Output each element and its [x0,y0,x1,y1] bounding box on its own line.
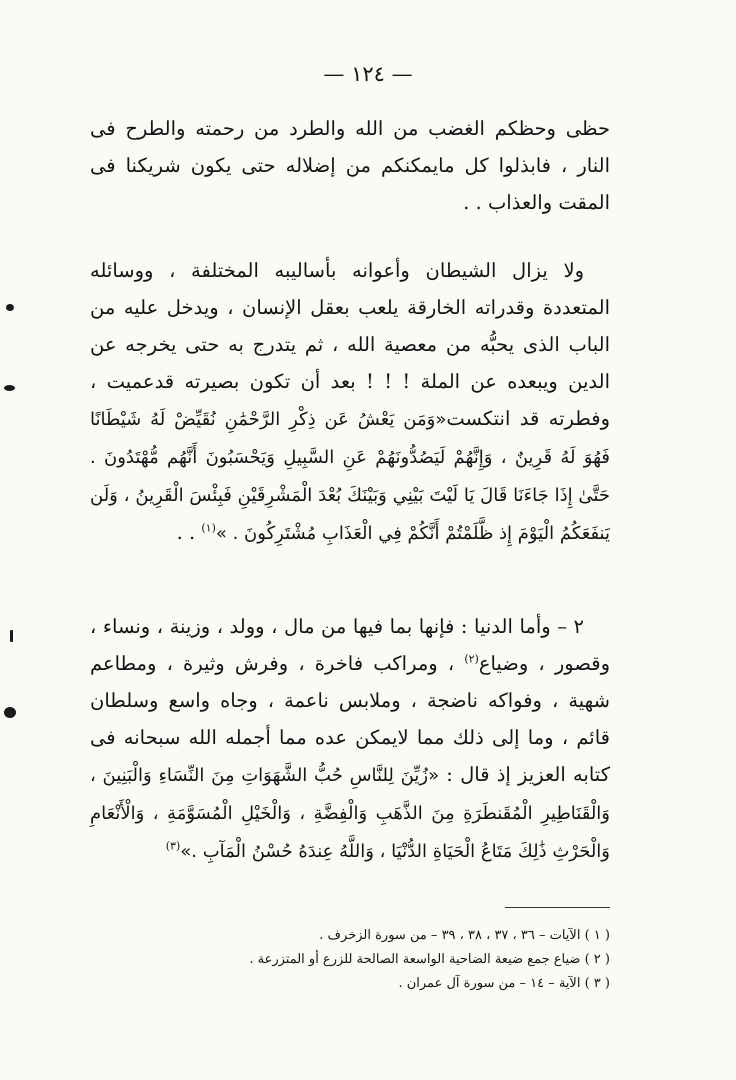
paragraph-2-intro: ولا يزال الشيطان وأعوانه بأساليبه المختلفة ، ووسائله المتعددة وقدراته الخارقة يلعب بعقل الإنسان ، ويدخل عليه من الباب الذى يحبُّه من معصية الله ، ثم يتدرج به حتى يخرجه عن الدين ويبعده عن الملة ! ! ! بعد أن تكون بصيرته قدعميت ، وفطرته قد انتكست [90,259,610,430]
paragraph-3-start: ٢ – وأما الدنيا : فإنها بما فيها من مال ، وولد ، وزينة ، ونساء ، وقصور ، وضياع [90,615,611,675]
scan-speck-1 [6,304,14,311]
footnote-ref-3: (٣) [165,839,181,853]
footnote-ref-1: (١) [201,521,216,535]
scan-speck-2 [4,385,15,391]
footnote-divider [505,907,610,908]
scan-speck-3 [10,630,13,642]
scan-speck-4 [4,707,16,718]
footnote-3: ( ٣ ) الآية – ١٤ – من سورة آل عمران . [398,976,610,991]
footnote-ref-2: (٢) [464,652,479,666]
paragraph-2-end: . . [176,521,202,544]
paragraph-3 [90,608,610,870]
footnote-1: ( ١ ) الآيات – ٣٦ ، ٣٧ ، ٣٨ ، ٣٩ – من سورة الزخرف . [319,928,610,943]
paragraph-3-mid: ، ومراكب فاخرة ، وفرش وثيرة ، ومطاعم شهية ، وفواكه ناضجة ، وملابس ناعمة ، وجاه واسع وسلطان قائم ، وما إلى ذلك مما لايمكن عده مما أجمله الله سبحانه فى كتابه العزيز إذ قال : [90,652,610,786]
footnotes [150,924,610,996]
paragraph-1-text: حظى وحظكم الغضب من الله والطرد من رحمته والطرح فى النار ، فابذلوا كل مايمكنكم من إضلاله حتى يكون شريكنا فى المقت والعذاب . . [90,117,610,214]
footnote-2: ( ٢ ) ضياع جمع ضيعة الضاحية الواسعة الصالحة للزرع أو المتزرعة . [249,952,610,967]
paragraph-3-text [90,608,610,870]
paragraph-2-text [90,252,610,552]
quran-quote-zukhruf: «وَمَن يَعْشُ عَن ذِكْرِ الرَّحْمَٰنِ نُقَيِّضْ لَهُ شَيْطَانًا فَهُوَ لَهُ قَرِينٌ ، وَإِنَّهُمْ لَيَصُدُّونَهُمْ عَنِ السَّبِيلِ وَيَحْسَبُونَ أَنَّهُم مُّهْتَدُونَ . حَتَّىٰ إِذَا جَاءَنَا قَالَ يَا لَيْتَ بَيْنِي وَبَيْنَكَ بُعْدَ الْمَشْرِقَيْنِ فَبِئْسَ الْقَرِينُ ، وَلَن يَنفَعَكُمُ الْيَوْمَ إِذ ظَّلَمْتُمْ أَنَّكُمْ فِي الْعَذَابِ مُشْتَرِكُونَ . » [90,409,610,544]
quran-quote-imran: «زُيِّنَ لِلنَّاسِ حُبُّ الشَّهَوَاتِ مِنَ النِّسَاءِ وَالْبَنِينَ ، وَالْقَنَاطِيرِ الْمُقَنطَرَةِ مِنَ الذَّهَبِ وَالْفِضَّةِ ، وَالْخَيْلِ الْمُسَوَّمَةِ ، وَالْأَنْعَامِ وَالْحَرْثِ ذَٰلِكَ مَتَاعُ الْحَيَاةِ الدُّنْيَا ، وَاللَّهُ عِندَهُ حُسْنُ الْمَآبِ .» [90,765,610,862]
paragraph-1 [90,110,610,221]
paragraph-2 [90,252,610,552]
page-number: — ١٢٤ — [323,62,413,86]
